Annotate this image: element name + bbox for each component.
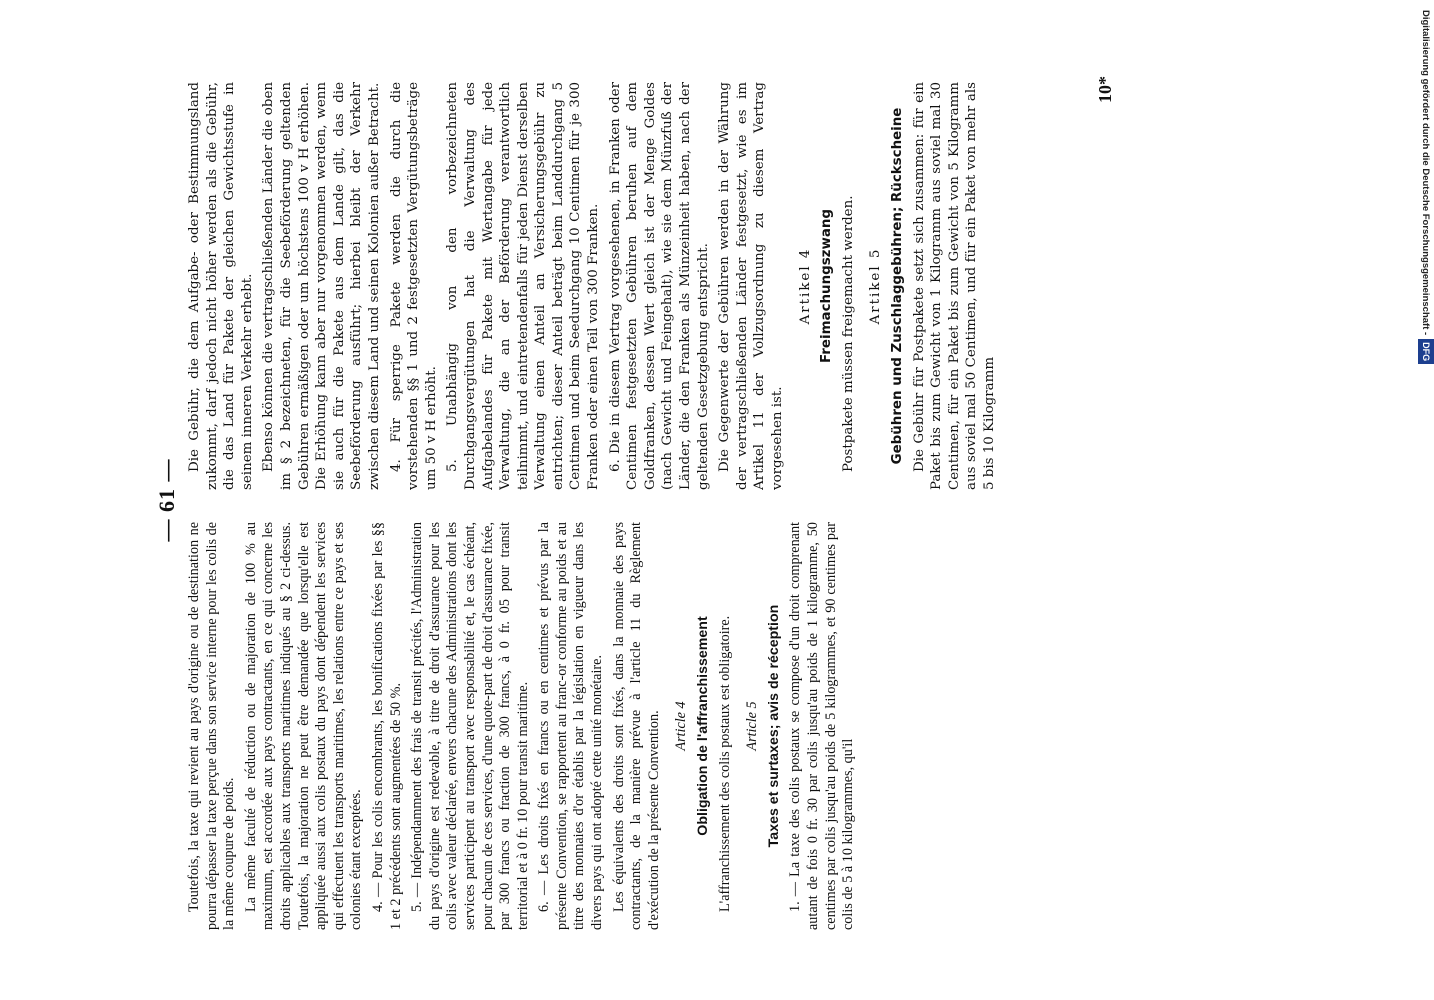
dfg-logo: DFG (1418, 339, 1434, 364)
page-number: — 61 — (154, 458, 179, 542)
fr-paragraph: Toutefois, la taxe qui revient au pays d'origine ou de destination ne pourra dépasser la taxe perçue dans son service interne pour les colis de la même coupure de poids. (186, 522, 238, 930)
de-paragraph: 4. Für sperrige Pakete werden die durch die vorstehenden §§ 1 und 2 festgesetzten Vergütungsbeträge um 50 v H erhöht. (388, 82, 439, 490)
french-column (186, 522, 1106, 930)
digitisation-text: Digitalisierung gefördert durch die Deutsche Forschungsgemeinschaft - (1420, 10, 1431, 336)
digitisation-strip (1418, 10, 1434, 390)
fr-article4-title: Obligation de l'affranchissement (695, 616, 712, 836)
de-paragraph: Die Gegenwerte der Gebühren werden in der Währung der vertragschließenden Länder festgesetzt, wie es im Artikel 11 der Vollzugsordnung zu diesem Vertrag vorgesehen ist. (717, 82, 785, 490)
de-paragraph: 5. Unabhängig von den vorbezeichneten Durchgangsvergütungen hat die Verwaltung des Aufgabelandes für Pakete mit Wertangabe für jede Verwaltung, die an der Beförderung verantwortlich teilnimmt, und eintretendenfalls für jeden Dienst derselben Verwaltung einen Anteil an Versicherungsgebühr zu entrichten; dieser Anteil beträgt beim Landdurchgang 5 Centimen und beim Seedurchgang 10 Centimen für je 300 Franken oder einen Teil von 300 Franken. (445, 82, 602, 490)
de-article4-text: Postpakete müssen freigemacht werden. (840, 195, 856, 472)
fr-article4-text: L'affranchissement des colis postaux est obligatoire. (716, 615, 733, 912)
fr-paragraph: 4. — Pour les colis encombrants, les bonifications fixées par les §§ 1 et 2 précédents sont augmentées de 50 %. (369, 522, 404, 930)
fr-paragraph: 5. — Indépendamment des frais de transit précités, l'Administration du pays d'origine est redevable, à titre de droit d'assurance pour les colis avec valeur déclarée, envers chacune des Administrations dont les services participent au transport avec responsabilité et, le cas échéant, pour chacun de ces services, d'une quote-part de droit d'assurance fixée, par 300 francs ou fraction de 300 francs, à 0 fr. 05 pour transit territorial et à 0 fr. 10 pour transit maritime. (409, 522, 531, 930)
digitisation-note (1418, 10, 1434, 390)
page-content (154, 70, 1115, 930)
fr-paragraph: 6. — Les droits fixés en francs ou en centimes et prévus par la présente Convention, se rapportent au franc-or conforme au poids et au titre des monnaies d'or établis par la législation en vigueur dans les divers pays qui ont adopté cette unité monétaire. (536, 522, 606, 930)
de-paragraph: 6. Die in diesem Vertrag vorgesehenen, in Franken oder Centimen festgesetzten Gebühren beruhen auf dem Goldfranken, dessen Wert gleich ist der Menge Goldes (nach Gewicht und Feingehalt), wie sie dem Münzfuß der Länder, die den Franken als Münzeinheit haben, nach der geltenden Gesetzgebung entspricht. (607, 82, 711, 490)
fr-article4-label: Article 4 (673, 701, 690, 751)
signature-mark: 10* (1095, 76, 1115, 103)
rotated-page (154, 70, 1115, 930)
de-article5-title: Gebühren und Zuschlaggebühren; Rückscheine (889, 107, 905, 465)
fr-article5-label: Article 5 (744, 701, 761, 751)
fr-paragraph: La même faculté de réduction ou de majoration de 100 % au maximum, est accordée aux pays contractants, en ce qui concerne les droits applicables aux transports maritimes indiqués au § 2 ci-dessus. Toutefois, la majoration ne peut être demandée que lorsqu'elle est appliquée aussi aux colis postaux du pays dont dépendent les services qui effectuent les transports maritimes, les relations entre ce pays et ses colonies étant exceptées. (242, 522, 365, 930)
german-column (186, 82, 1106, 490)
de-article4-title: Freimachungszwang (819, 209, 835, 363)
fr-paragraph: Les équivalents des droits sont fixés, dans la monnaie des pays contractants, de la manière prévue à l'article 11 du Règlement d'exécution de la présente Convention. (610, 522, 662, 930)
fr-article5-title: Taxes et surtaxes; avis de réception (765, 604, 782, 848)
de-paragraph: Die Gebühr, die dem Aufgabe- oder Bestimmungsland zukommt, darf jedoch nicht höher werden als die Gebühr, die das Land für Pakete der gleichen Gewichtsstufe in seinem inneren Verkehr erhebt. (187, 82, 255, 490)
de-article4-label: Artikel 4 (797, 247, 813, 325)
de-article5-label: Artikel 5 (868, 247, 884, 325)
de-paragraph: Ebenso können die vertragschließenden Länder die oben im § 2 bezeichneten, für die Seebeförderung geltenden Gebühren ermäßigen oder um höchstens 100 v H erhöhen. Die Erhöhung kann aber nur vorgenommen werden, wenn sie auch für die Pakete aus dem Lande gilt, das die Seebeförderung ausführt; hierbei bleibt der Verkehr zwischen diesem Land und seinen Kolonien außer Betracht. (261, 82, 382, 490)
de-article5-text: Die Gebühr für Postpakete setzt sich zusammen: für ein Paket bis zum Gewicht von 1 Kilogramm aus soviel mal 30 Centimen, für ein Paket bis zum Gewicht von 5 Kilogramm aus soviel mal 50 Centimen, und für ein Paket von mehr als 5 bis 10 Kilogramm (911, 82, 997, 490)
fr-article5-text: 1. — La taxe des colis postaux se compose d'un droit comprenant autant de fois 0 fr. 30 par colis jusqu'au poids de 1 kilogramme, 50 centimes par colis jusqu'au poids de 5 kilogrammes, et 90 centimes par colis de 5 à 10 kilogrammes, qu'il (787, 522, 857, 930)
